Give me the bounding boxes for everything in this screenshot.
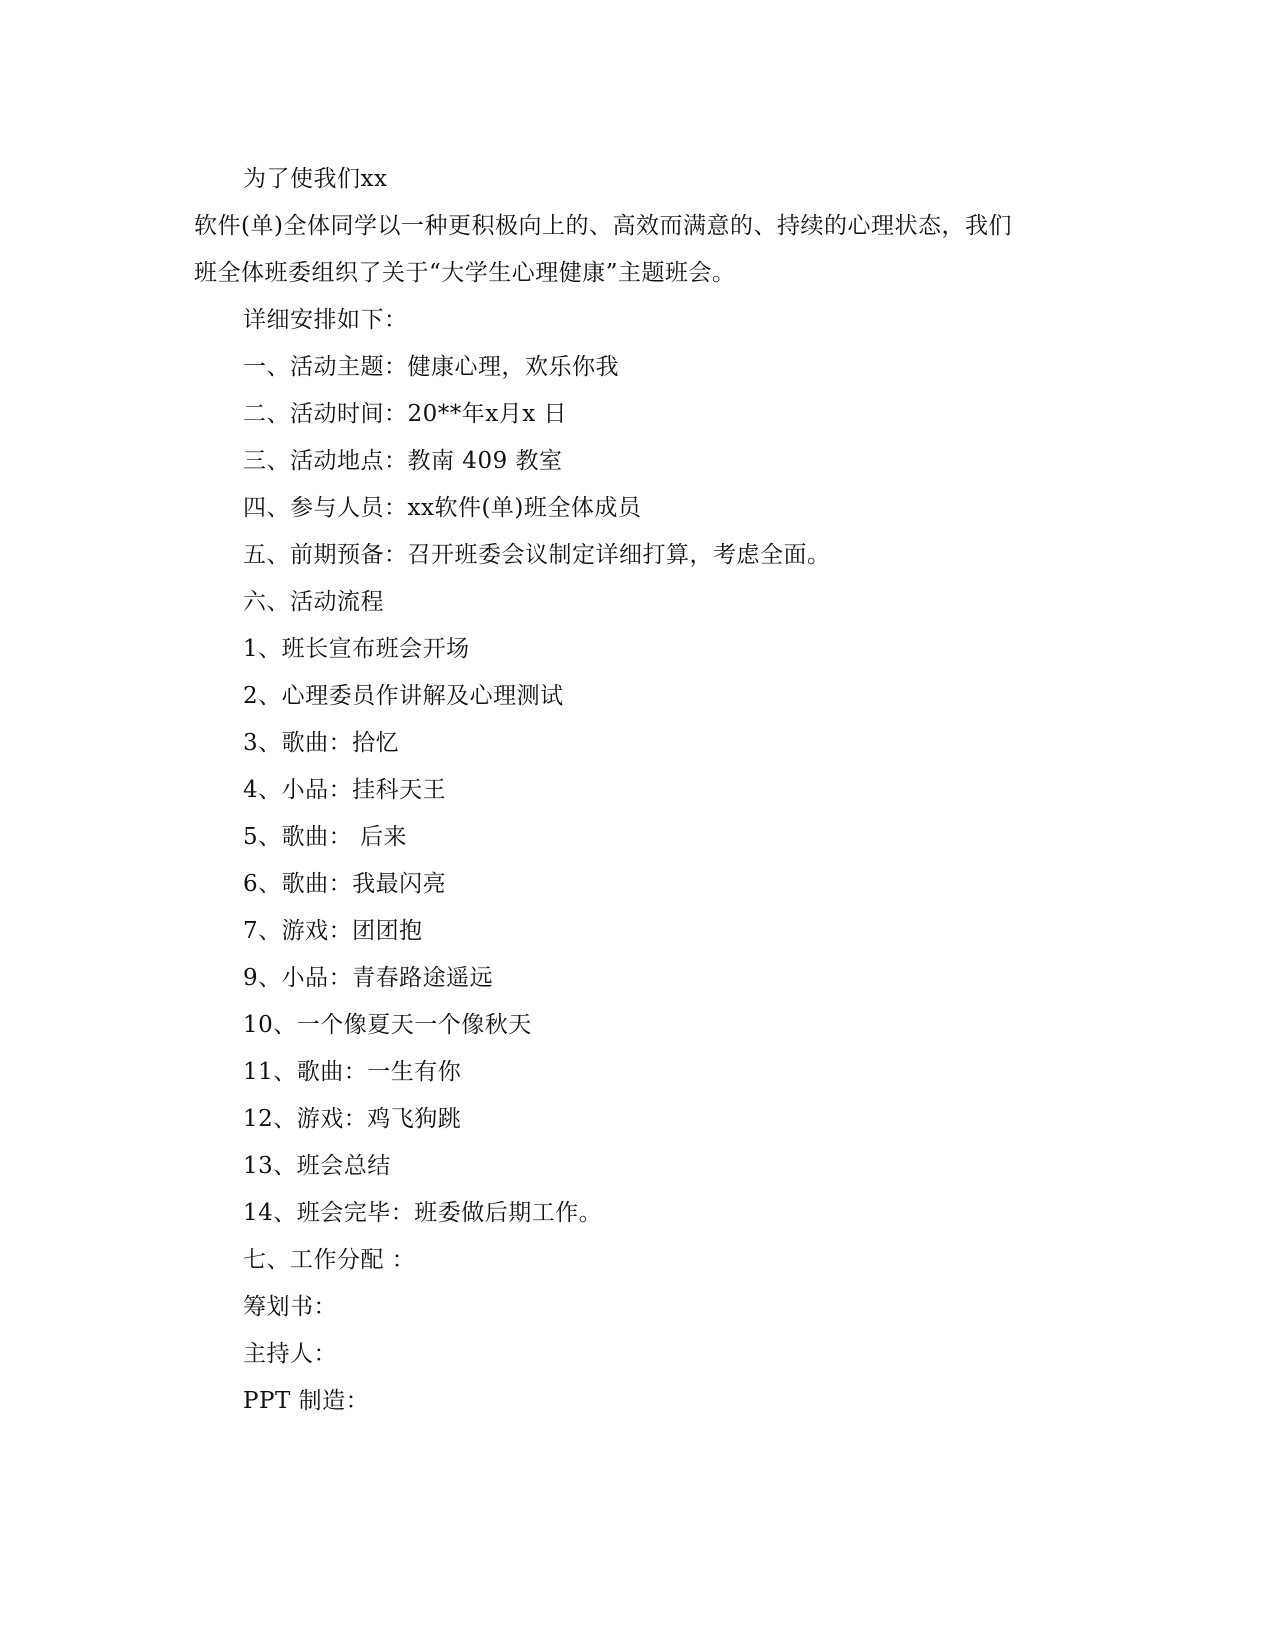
role-planner: 筹划书： [243,1294,337,1320]
intro-line-3: 班全体班委组织了关于“大学生心理健康”主题班会。 [194,260,736,286]
role-ppt: PPT 制造： [243,1388,370,1414]
program-item: 2、心理委员作讲解及心理测试 [243,683,564,709]
section-process-heading: 六、活动流程 [243,589,384,615]
program-item: 3、歌曲：拾忆 [243,730,400,756]
intro-line-2: 软件(单)全体同学以一种更积极向上的、高效而满意的、持续的心理状态，我们 [194,213,1012,239]
program-item: 4、小品：挂科天王 [243,777,447,803]
section-time: 二、活动时间：20**年x月x 日 [243,401,568,427]
program-item: 5、歌曲： 后来 [243,824,407,850]
program-item: 14、班会完毕：班委做后期工作。 [243,1200,603,1226]
program-item: 9、小品：青春路途遥远 [243,965,494,991]
program-item: 11、歌曲：一生有你 [243,1059,462,1085]
section-theme: 一、活动主题：健康心理，欢乐你我 [243,354,619,380]
role-host: 主持人： [243,1341,337,1367]
program-item: 10、一个像夏天一个像秋天 [243,1012,532,1038]
program-item: 12、游戏：鸡飞狗跳 [243,1106,462,1132]
arrangement-heading: 详细安排如下： [243,307,408,333]
section-location: 三、活动地点：教南 409 教室 [243,448,563,474]
work-heading: 七、工作分配 ： [243,1247,416,1273]
intro-line-1: 为了使我们xx [243,166,388,192]
program-item: 6、歌曲：我最闪亮 [243,871,447,897]
program-item: 7、游戏：团团抱 [243,918,423,944]
program-item: 1、班长宣布班会开场 [243,636,470,662]
program-item: 13、班会总结 [243,1153,391,1179]
section-preparation: 五、前期预备：召开班委会议制定详细打算，考虑全面。 [243,542,831,568]
section-participants: 四、参与人员：xx软件(单)班全体成员 [243,495,642,521]
